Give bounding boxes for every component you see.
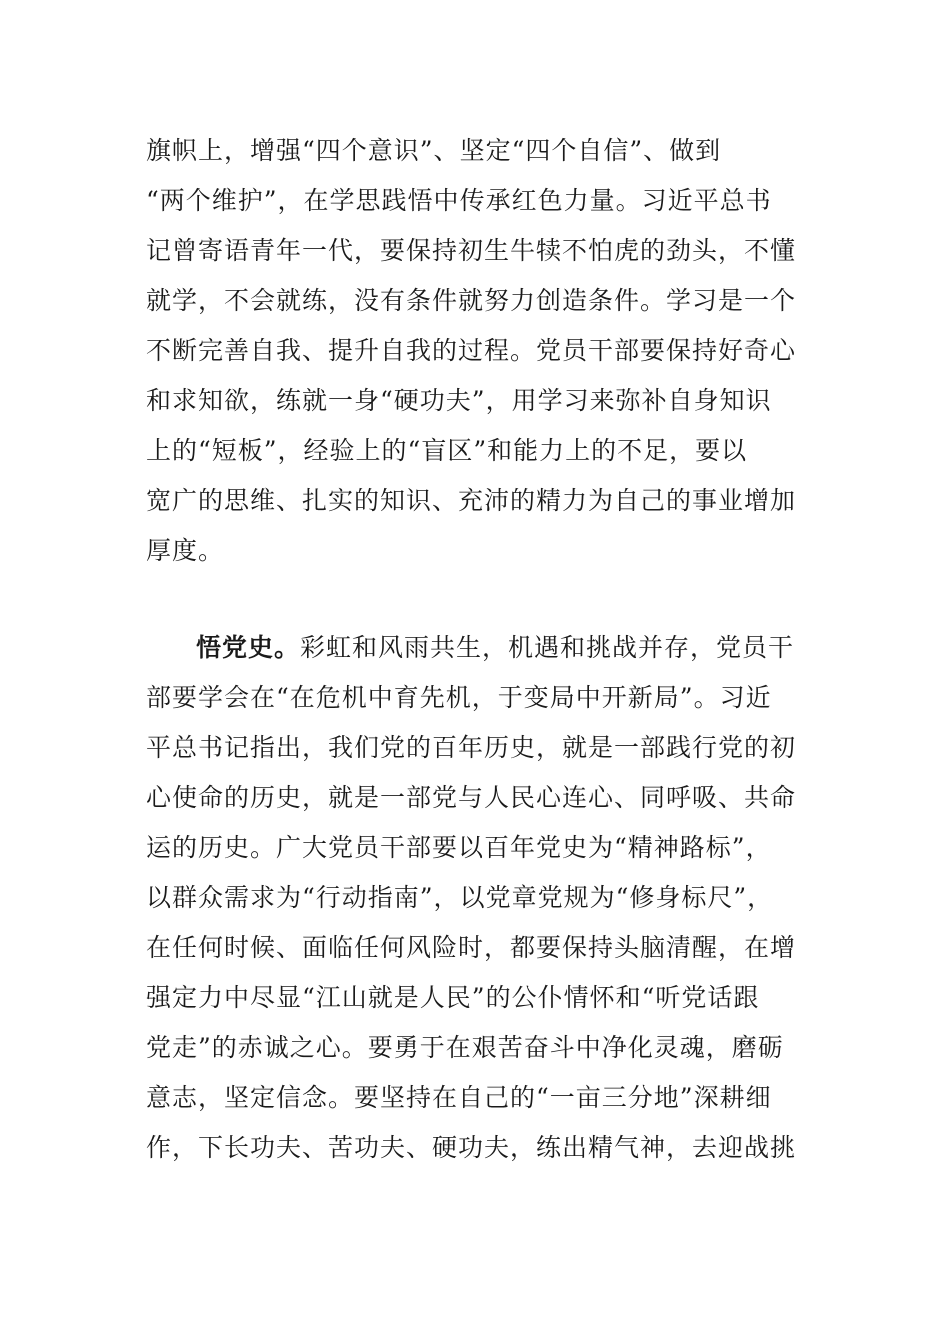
- text-line: 平总书记指出，我们党的百年历史，就是一部践行党的初: [146, 733, 797, 762]
- text-line: 部要学会在“在危机中育先机，于变局中开新局”。习近: [146, 683, 772, 712]
- paragraph-study: [146, 126, 796, 576]
- text-line: 作，下长功夫、苦功夫、硬功夫，练出精气神，去迎战挑: [146, 1133, 797, 1162]
- text-line: 宽广的思维、扎实的知识、充沛的精力为自己的事业增加: [146, 486, 797, 515]
- text-line: 不断完善自我、提升自我的过程。党员干部要保持好奇心: [146, 336, 797, 365]
- text-line: 强定力中尽显“江山就是人民”的公仆情怀和“听党话跟: [146, 983, 760, 1012]
- text-line: 记曾寄语青年一代，要保持初生牛犊不怕虎的劲头，不懂: [146, 236, 797, 265]
- text-line: 旗帜上，增强“四个意识”、坚定“四个自信”、做到: [146, 136, 722, 165]
- text-line: 就学，不会就练，没有条件就努力创造条件。学习是一个: [146, 286, 797, 315]
- text-line: 心使命的历史，就是一部党与人民心连心、同呼吸、共命: [146, 783, 797, 812]
- text-line: 和求知欲，练就一身“硬功夫”，用学习来弥补自身知识: [146, 386, 772, 415]
- text-line: 以群众需求为“行动指南”，以党章党规为“修身标尺”，: [146, 883, 774, 912]
- text-line: 运的历史。广大党员干部要以百年党史为“精神路标”，: [146, 833, 772, 862]
- text-line: 上的“短板”，经验上的“盲区”和能力上的不足，要以: [146, 436, 748, 465]
- text-line: 在任何时候、面临任何风险时，都要保持头脑清醒，在增: [146, 933, 797, 962]
- text-line: 意志，坚定信念。要坚持在自己的“一亩三分地”深耕细: [146, 1083, 772, 1112]
- text-line: 厚度。: [146, 536, 225, 565]
- paragraph-heading: 悟党史。: [196, 633, 301, 662]
- text-line: “两个维护”，在学思践悟中传承红色力量。习近平总书: [146, 186, 772, 215]
- paragraph-party-history: [146, 623, 796, 1173]
- text-run: 彩虹和风雨共生，机遇和挑战并存，党员干: [300, 633, 795, 662]
- text-line: 党走”的赤诚之心。要勇于在艰苦奋斗中净化灵魂，磨砺: [146, 1033, 784, 1062]
- text-line-first: [146, 623, 796, 673]
